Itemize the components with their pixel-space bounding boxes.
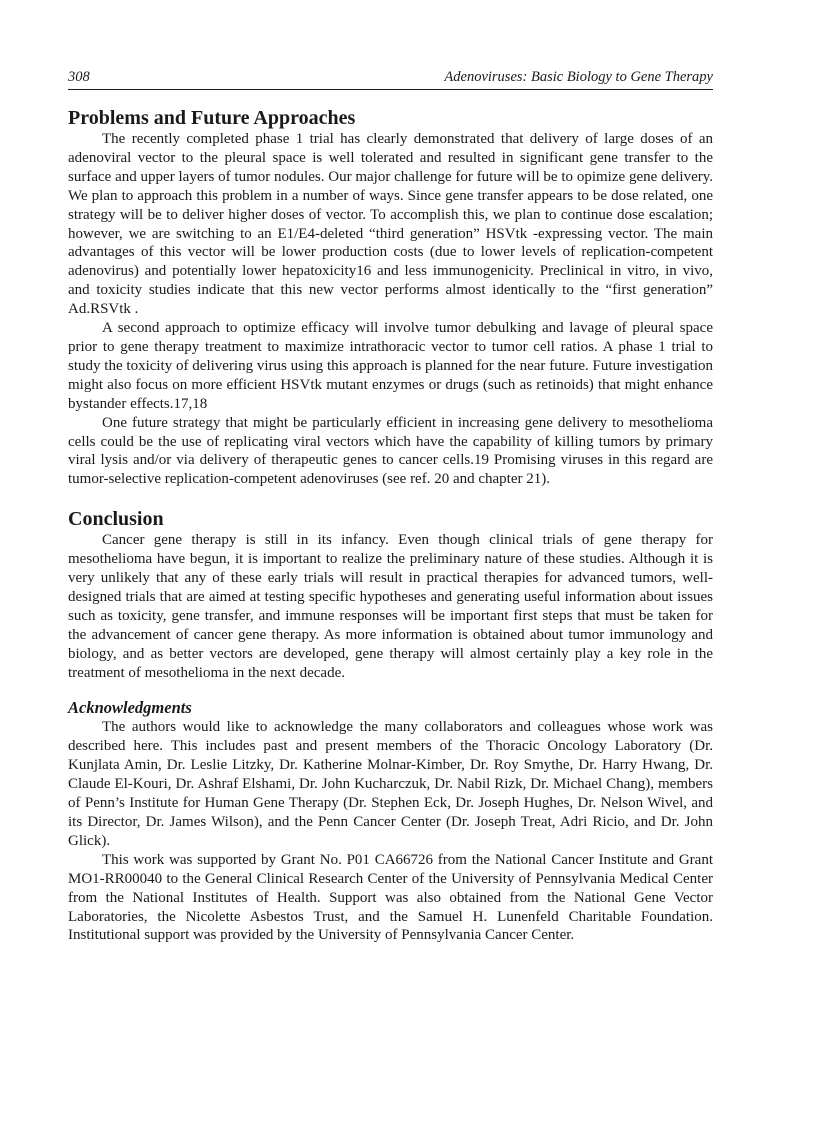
section-heading-acknowledgments: Acknowledgments bbox=[68, 698, 192, 718]
page-body bbox=[68, 106, 713, 945]
paragraph: Cancer gene therapy is still in its infancy. Even though clinical trials of gene therapy for mesothelioma have begun, it is important to realize the preliminary nature of these studies. Although it is very unlikely that any of these early trials will result in practical therapies for advanced tumors, well-designed trials that are aimed at testing specific hypotheses and generating useful information about issues such as toxicity, gene transfer, and immune responses will be important first steps that must be taken for the advancement of cancer gene therapy. As more information is obtained about tumor immunology and biology, and as better vectors are developed, gene therapy will almost certainly play a key role in the treatment of mesothelioma in the next decade. bbox=[68, 532, 713, 681]
page-number: 308 bbox=[68, 69, 90, 85]
section-heading-problems: Problems and Future Approaches bbox=[68, 107, 356, 129]
paragraph: The authors would like to acknowledge the many collaborators and colleagues whose work was described here. This includes past and present members of the Thoracic Oncology Laboratory (Dr. Kunjlata Amin, Dr. Leslie Litzky, Dr. Katherine Molnar-Kimber, Dr. Roy Smythe, Dr. Harry Hwang, Dr. Claude El-Kouri, Dr. Ashraf Elshami, Dr. John Kucharczuk, Dr. Nabil Rizk, Dr. Michael Chang), members of Penn’s Institute for Human Gene Therapy (Dr. Stephen Eck, Dr. Joseph Hughes, Dr. Nelson Wivel, and its Director, Dr. James Wilson), and the Penn Cancer Center (Dr. Joseph Treat, Adri Ricio, and Dr. John Glick). bbox=[68, 719, 713, 849]
paragraph: A second approach to optimize efficacy will involve tumor debulking and lavage of pleural space prior to gene therapy treatment to maximize intrathoracic vector to tumor cell ratios. A phase 1 trial to study the toxicity of delivering virus using this approach is planned for the near future. Future investigation might also focus on more efficient HSVtk mutant enzymes or drugs (such as retinoids) that might enhance bystander effects.17,18 bbox=[68, 320, 713, 412]
running-title: Adenoviruses: Basic Biology to Gene Therapy bbox=[444, 69, 713, 85]
section-heading-conclusion: Conclusion bbox=[68, 508, 164, 531]
paragraph: The recently completed phase 1 trial has clearly demonstrated that delivery of large doses of an adenoviral vector to the pleural space is well tolerated and resulted in significant gene transfer to the surface and upper layers of tumor nodules. Our major challenge for future will be to opimize gene delivery. We plan to approach this problem in a number of ways. Since gene transfer appears to be dose related, one strategy will be to deliver higher doses of vector. To accomplish this, we plan to continue dose escalation; however, we are switching to an E1/E4-deleted “third generation” HSVtk -expressing vector. The main advantages of this vector will be lower production costs (due to lower levels of replication-competent adenovirus) and potentially lower hepatoxicity16 and less immunogenicity. Preclinical in vitro, in vivo, and toxicity studies indicate that this new vector performs almost identically to the “first generation” Ad.RSVtk . bbox=[68, 131, 713, 318]
paragraph: This work was supported by Grant No. P01 CA66726 from the National Cancer Institute and Grant MO1-RR00040 to the General Clinical Research Center of the University of Pennsylvania Medical Center from the National Institutes of Health. Support was also obtained from the National Gene Vector Laboratories, the Nicolette Asbestos Trust, and the Samuel H. Lunenfeld Charitable Foundation. Institutional support was provided by the University of Pennsylvania Cancer Center. bbox=[68, 851, 713, 944]
header-rule bbox=[68, 89, 713, 90]
paragraph: One future strategy that might be particularly efficient in increasing gene delivery to mesothelioma cells could be the use of replicating viral vectors which have the capability of killing tumors by primary viral lysis and/or via delivery of therapeutic genes to cancer cells.19 Promising viruses in this regard are tumor-selective replication-competent adenoviruses (see ref. 20 and chapter 21). bbox=[68, 414, 713, 488]
